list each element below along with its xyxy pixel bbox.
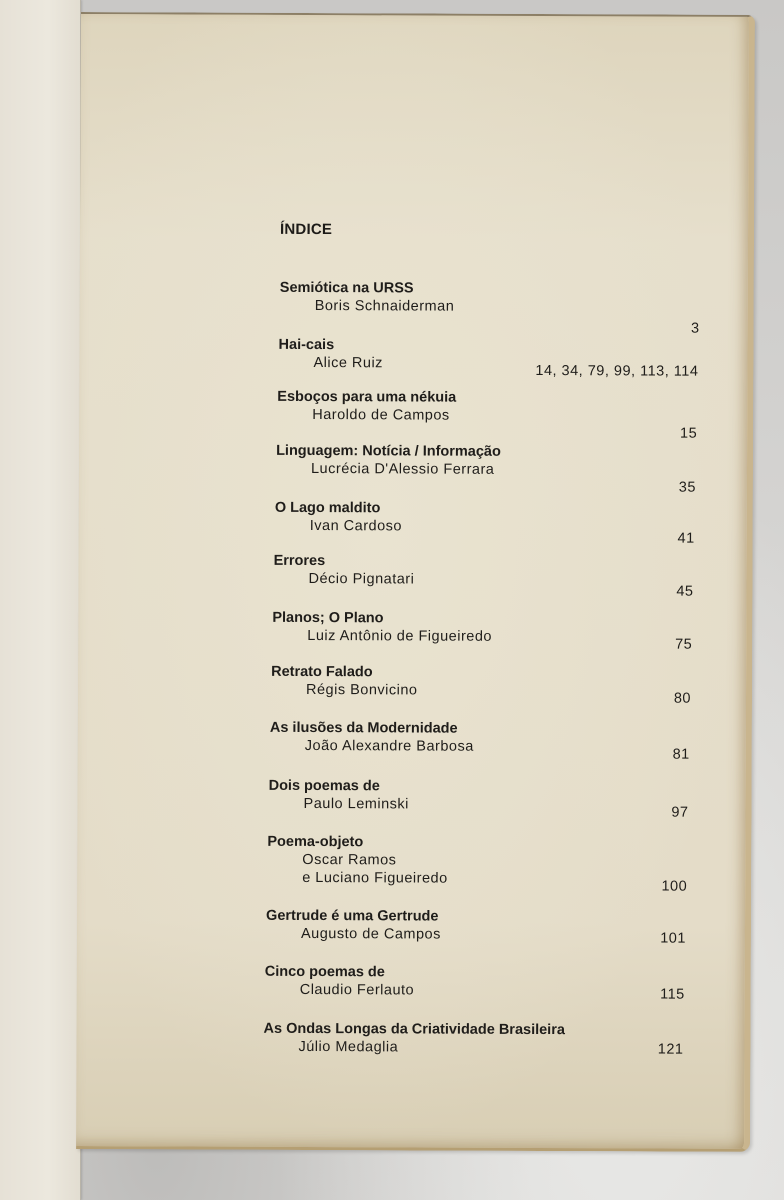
entry-title: As ilusões da Modernidade xyxy=(269,719,458,737)
entry-title: Semiótica na URSS xyxy=(279,279,414,297)
toc-entry xyxy=(274,499,695,547)
entry-author: Lucrécia D'Alessio Ferrara xyxy=(310,461,495,478)
entry-title: Planos; O Plano xyxy=(272,609,384,627)
entry-title: O Lago maldito xyxy=(274,499,381,517)
toc-entry xyxy=(268,777,689,821)
toc-entry xyxy=(276,442,696,496)
entry-author: Haroldo de Campos xyxy=(312,407,450,424)
entry-author: e Luciano Figueiredo xyxy=(302,869,448,887)
entry-author: Júlio Medaglia xyxy=(298,1038,399,1056)
entry-title: Esboços para uma nékuia xyxy=(277,388,457,406)
toc-entry xyxy=(273,552,694,600)
entry-page-number: 100 xyxy=(661,878,688,895)
entry-title: Hai-cais xyxy=(278,336,335,354)
entry-page-number: 75 xyxy=(675,636,693,653)
toc-entry xyxy=(267,833,688,895)
entry-author: Boris Schnaiderman xyxy=(314,298,455,315)
index-heading: ÍNDICE xyxy=(280,220,333,239)
entry-title: As Ondas Longas da Criatividade Brasileira xyxy=(263,1020,565,1039)
entry-author: Ivan Cardoso xyxy=(309,518,403,535)
entry-title: Errores xyxy=(273,552,326,570)
entry-title: Linguagem: Notícia / Informação xyxy=(276,442,501,460)
toc-entry xyxy=(279,279,700,337)
entry-page-number: 3 xyxy=(691,320,700,337)
toc-entry xyxy=(269,719,690,763)
entry-page-number: 121 xyxy=(657,1041,684,1058)
entry-author: Régis Bonvicino xyxy=(306,681,418,699)
entry-author: Claudio Ferlauto xyxy=(299,981,415,999)
entry-title: Gertrude é uma Gertrude xyxy=(266,907,439,925)
entry-author: João Alexandre Barbosa xyxy=(304,737,474,755)
toc-entry xyxy=(278,336,699,380)
toc-entry xyxy=(266,907,686,945)
book-page xyxy=(76,12,755,1152)
entry-title: Poema-objeto xyxy=(267,833,364,851)
entry-page-number: 35 xyxy=(678,479,696,496)
entry-title: Cinco poemas de xyxy=(264,963,385,981)
toc-entry xyxy=(277,388,698,442)
toc-entry xyxy=(272,609,693,653)
entry-title: Retrato Falado xyxy=(271,663,373,681)
toc-entry xyxy=(271,663,692,707)
toc-entry xyxy=(263,1020,683,1058)
entry-page-number: 97 xyxy=(671,804,689,821)
entry-author: Augusto de Campos xyxy=(300,925,441,943)
entry-author: Oscar Ramos xyxy=(302,851,397,869)
entry-page-number: 15 xyxy=(679,425,698,442)
entry-page-number: 14, 34, 79, 99, 113, 114 xyxy=(535,362,699,380)
entry-page-number: 115 xyxy=(660,986,685,1003)
entry-page-number: 101 xyxy=(660,930,686,947)
entry-author: Luiz Antônio de Figueiredo xyxy=(307,627,493,645)
entry-author: Paulo Leminski xyxy=(303,795,409,813)
entry-page-number: 80 xyxy=(673,690,692,707)
entry-author: Décio Pignatari xyxy=(308,570,415,588)
entry-page-number: 81 xyxy=(672,746,690,763)
toc-entry xyxy=(265,963,685,1001)
entry-page-number: 45 xyxy=(676,583,694,600)
facing-blank-page xyxy=(0,0,81,1200)
entry-page-number: 41 xyxy=(677,530,695,547)
entry-title: Dois poemas de xyxy=(268,777,380,795)
entry-author: Alice Ruiz xyxy=(313,355,383,372)
